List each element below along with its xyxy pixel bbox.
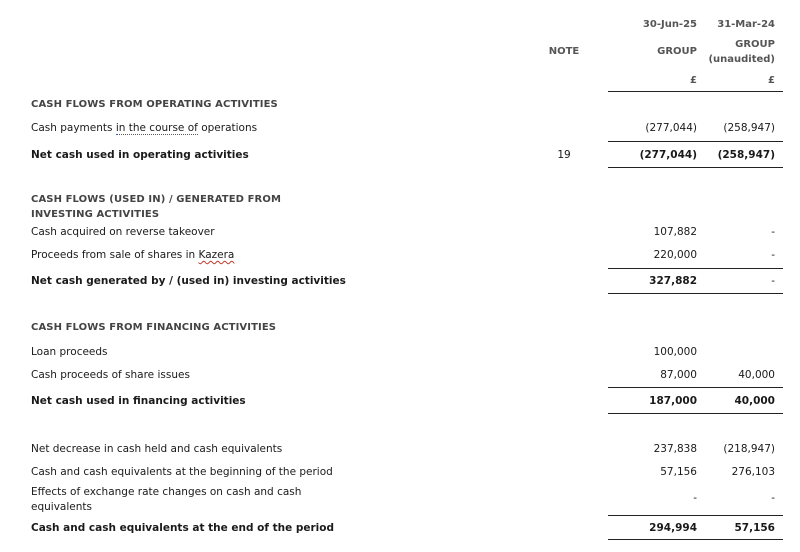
investing-section-title: CASH FLOWS (USED IN) / GENERATED FROM INVESTING ACTIVITIES: [31, 194, 281, 220]
label-part: Proceeds from sale of shares in: [31, 249, 199, 261]
summary-total-label: Cash and cash equivalents at the end of the period: [31, 522, 335, 534]
operating-total-label: Net cash used in operating activities: [31, 149, 249, 161]
label-part-underlined: in the course of: [115, 122, 198, 134]
col2-date: 31-Mar-24: [717, 19, 775, 30]
col2-currency: £: [768, 75, 775, 86]
financing-total-label: Net cash used in financing activities: [31, 395, 246, 407]
investing-row-reverse-takeover: Cash acquired on reverse takeover: [31, 226, 215, 238]
operating-section-title: CASH FLOWS FROM OPERATING ACTIVITIES: [31, 99, 278, 110]
col1-currency: £: [690, 75, 697, 86]
note-header: NOTE: [548, 46, 580, 57]
summary-row-net-decrease: Net decrease in cash held and cash equivalents: [31, 443, 283, 455]
operating-row-payments: [31, 122, 257, 134]
summary-total-v2: 57,156: [734, 522, 775, 534]
operating-total-rule: [608, 167, 783, 168]
summary-row-beginning: Cash and cash equivalents at the beginning of the period: [31, 466, 333, 478]
summary-beginning-v1: 57,156: [660, 466, 697, 478]
investing-reverse-v1: 107,882: [653, 226, 697, 238]
header-rule: [608, 91, 783, 92]
investing-rule: [608, 268, 783, 269]
operating-payments-v1: (277,044): [645, 122, 697, 134]
summary-total-rule: [608, 539, 783, 540]
operating-total-v1: (277,044): [639, 149, 697, 161]
col1-group: GROUP: [657, 46, 697, 57]
financing-total-v1: 187,000: [649, 395, 697, 407]
financing-section-title: CASH FLOWS FROM FINANCING ACTIVITIES: [31, 322, 277, 333]
col2-unaudited: (unaudited): [708, 54, 775, 65]
financing-rule: [608, 387, 783, 388]
investing-kazera-v1: 220,000: [653, 249, 697, 261]
operating-rule: [608, 141, 783, 142]
summary-total-v1: 294,994: [649, 522, 697, 534]
summary-net-decrease-v1: 237,838: [653, 443, 697, 455]
financing-row-share-issues: Cash proceeds of share issues: [31, 369, 190, 381]
operating-total-note: 19: [557, 149, 571, 161]
financing-shares-v1: 87,000: [660, 369, 697, 381]
investing-kazera-v2: -: [771, 249, 775, 261]
label-part: Cash payments: [31, 122, 116, 134]
investing-total-label: Net cash generated by / (used in) investing activities: [31, 275, 346, 287]
col2-group: GROUP: [735, 39, 775, 50]
summary-beginning-v2: 276,103: [731, 466, 775, 478]
operating-payments-v2: (258,947): [723, 122, 775, 134]
summary-rule: [608, 515, 783, 516]
investing-total-rule: [608, 293, 783, 294]
investing-row-kazera: [31, 249, 234, 261]
operating-total-v2: (258,947): [717, 149, 775, 161]
investing-total-v1: 327,882: [649, 275, 697, 287]
investing-total-v2: -: [771, 275, 775, 287]
financing-row-loan: Loan proceeds: [31, 346, 108, 358]
financing-total-rule: [608, 413, 783, 414]
summary-exchange-v1: -: [693, 492, 697, 504]
financing-shares-v2: 40,000: [738, 369, 775, 381]
summary-row-exchange: Effects of exchange rate changes on cash and cash equivalents: [31, 486, 302, 513]
summary-exchange-v2: -: [771, 492, 775, 504]
label-part: operations: [197, 122, 258, 134]
financing-loan-v1: 100,000: [653, 346, 697, 358]
col1-date: 30-Jun-25: [642, 19, 697, 30]
label-part-spellcheck: Kazera: [198, 249, 235, 261]
summary-net-decrease-v2: (218,947): [723, 443, 775, 455]
investing-reverse-v2: -: [771, 226, 775, 238]
financing-total-v2: 40,000: [734, 395, 775, 407]
